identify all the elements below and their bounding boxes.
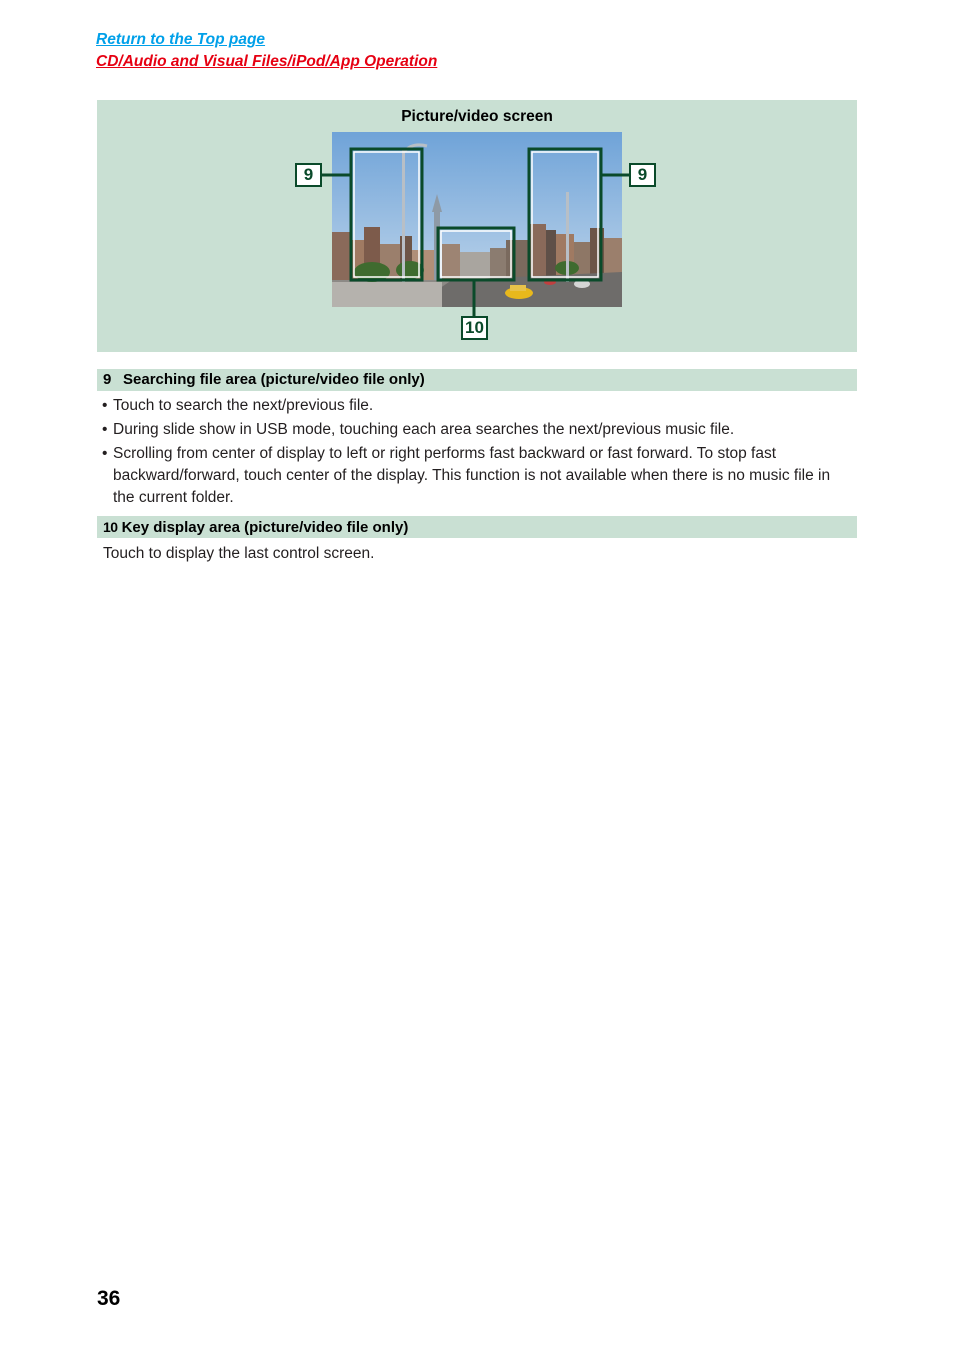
callout-frames xyxy=(97,100,857,352)
figure-panel xyxy=(97,100,857,352)
section-number: 9 xyxy=(103,371,112,388)
section-title: Key display area (picture/video file only) xyxy=(121,519,409,536)
callout-10: 10 xyxy=(461,316,488,340)
figure-title: Picture/video screen xyxy=(401,108,553,125)
return-to-top-link[interactable]: Return to the Top page xyxy=(96,31,266,48)
callout-9-right: 9 xyxy=(629,163,656,187)
list-item xyxy=(102,443,842,509)
section-header-key-display-area xyxy=(97,516,857,538)
searching-file-area-list xyxy=(102,395,842,511)
list-item-text: Touch to search the next/previous file. xyxy=(113,397,374,414)
callout-9-left: 9 xyxy=(295,163,322,187)
bullet-icon: • xyxy=(102,445,108,462)
list-item xyxy=(102,395,842,417)
section-title: Searching file area (picture/video file only) xyxy=(123,371,425,388)
page-number: 36 xyxy=(97,1287,121,1310)
bullet-icon: • xyxy=(102,397,108,414)
section-header-searching-file-area xyxy=(97,369,857,391)
bullet-icon: • xyxy=(102,421,108,438)
list-item-text: Scrolling from center of display to left or right performs fast backward or fast forward. To stop fast backward/forward, touch center of the display. This function is not available when there is no music file in the current folder. xyxy=(113,445,831,506)
key-display-description: Touch to display the last control screen. xyxy=(103,545,375,562)
section-link[interactable]: CD/Audio and Visual Files/iPod/App Operation xyxy=(96,53,438,70)
section-number: 10 xyxy=(103,519,118,535)
list-item-text: During slide show in USB mode, touching each area searches the next/previous music file. xyxy=(113,421,735,438)
list-item xyxy=(102,419,842,441)
